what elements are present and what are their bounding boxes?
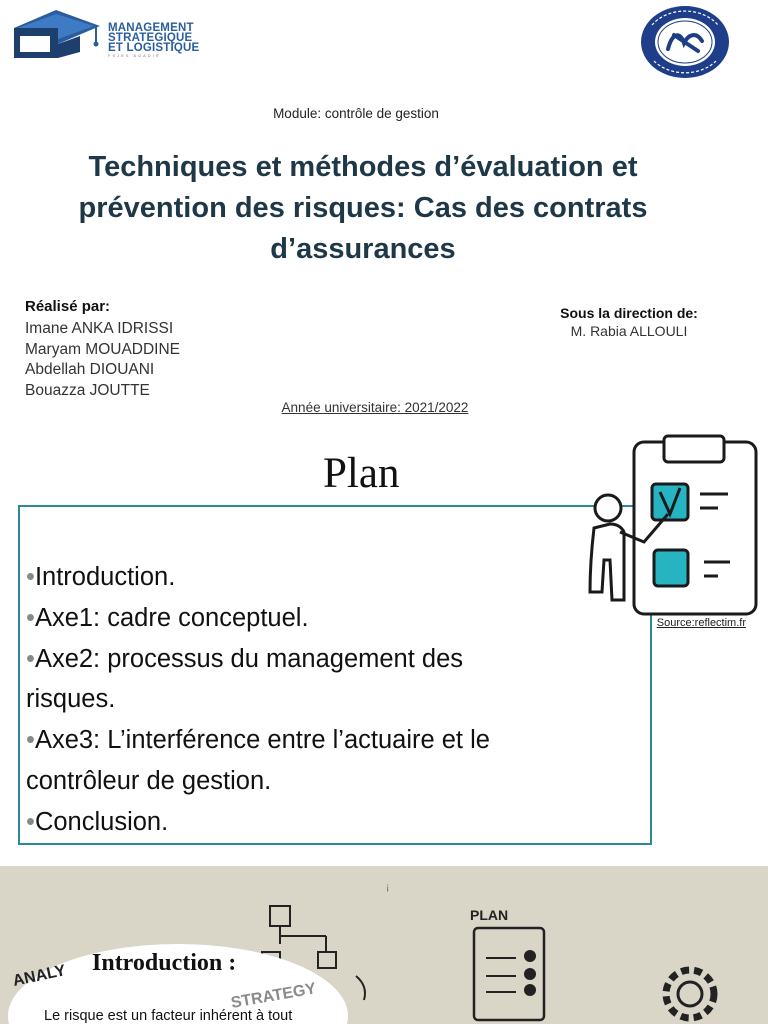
plan-item	[26, 720, 490, 761]
author-name: Abdellah DIOUANI	[25, 361, 155, 378]
bullet-icon: •	[26, 726, 35, 755]
plan-item-text: contrôleur de gestion.	[26, 766, 272, 795]
author-name: Imane ANKA IDRISSI	[25, 320, 174, 337]
analy-word: ANALY	[11, 962, 68, 990]
plan-item	[26, 639, 490, 680]
plan-item-continued	[26, 679, 490, 720]
program-name	[108, 23, 199, 59]
plan-word: PLAN	[470, 907, 509, 923]
plan-item	[26, 802, 490, 843]
bullet-icon: •	[26, 603, 35, 632]
program-logo	[10, 6, 210, 66]
plan-item	[26, 557, 490, 598]
page-title	[30, 147, 696, 270]
title-line-3: d’assurances	[270, 233, 456, 265]
graduation-cap-icon	[10, 6, 102, 64]
supervisor-name: M. Rabia ALLOULI	[570, 323, 688, 339]
logo-line-3: ET LOGISTIQUE	[108, 42, 200, 54]
plan-item-text: Introduction.	[34, 563, 176, 591]
plan-item-text: risques.	[26, 685, 116, 714]
source-link[interactable]: Source:reflectim.fr	[656, 617, 746, 629]
plan-item-text: Axe1: cadre conceptuel.	[34, 603, 309, 632]
logo-tagline: FSJES AGADIR	[108, 53, 161, 58]
author-name: Bouazza JOUTTE	[25, 381, 150, 399]
bullet-icon: •	[26, 644, 35, 673]
introduction-heading: Introduction :	[92, 950, 237, 976]
logo-line-1: MANAGEMENT	[108, 22, 194, 34]
plan-box	[18, 505, 652, 845]
strategy-word: STRATEGY	[229, 980, 318, 1012]
title-line-1: Techniques et méthodes d’évaluation et	[88, 151, 638, 183]
plan-item-text: Axe3: L’interférence entre l’actuaire et le	[34, 726, 490, 755]
academic-year: Année universitaire: 2021/2022	[281, 400, 469, 415]
plan-title: Plan	[323, 450, 400, 497]
plan-item-text: Conclusion.	[34, 807, 169, 836]
authors-list	[25, 319, 180, 401]
plan-item-text: Axe2: processus du management des	[34, 644, 464, 673]
sketch-background	[0, 866, 768, 1024]
introduction-text: Le risque est un facteur inhérent à tout	[44, 1008, 293, 1024]
bullet-icon: •	[26, 563, 35, 591]
university-seal-icon	[640, 5, 730, 79]
strip-mark: ¡	[386, 882, 390, 893]
next-slide-preview	[0, 866, 768, 1024]
module-label: Module: contrôle de gestion	[273, 106, 439, 121]
plan-item-continued	[26, 761, 490, 802]
supervisor-heading: Sous la direction de:	[560, 305, 698, 321]
bullet-icon: •	[26, 807, 35, 836]
author-name: Maryam MOUADDINE	[25, 340, 181, 358]
plan-item	[26, 598, 490, 639]
logo-line-2: STRATEGIQUE	[108, 32, 193, 44]
authors-heading: Réalisé par:	[25, 298, 111, 315]
checklist-presenter-icon	[580, 432, 765, 622]
title-line-2: prévention des risques: Cas des contrats	[78, 192, 648, 224]
plan-list	[26, 557, 490, 843]
